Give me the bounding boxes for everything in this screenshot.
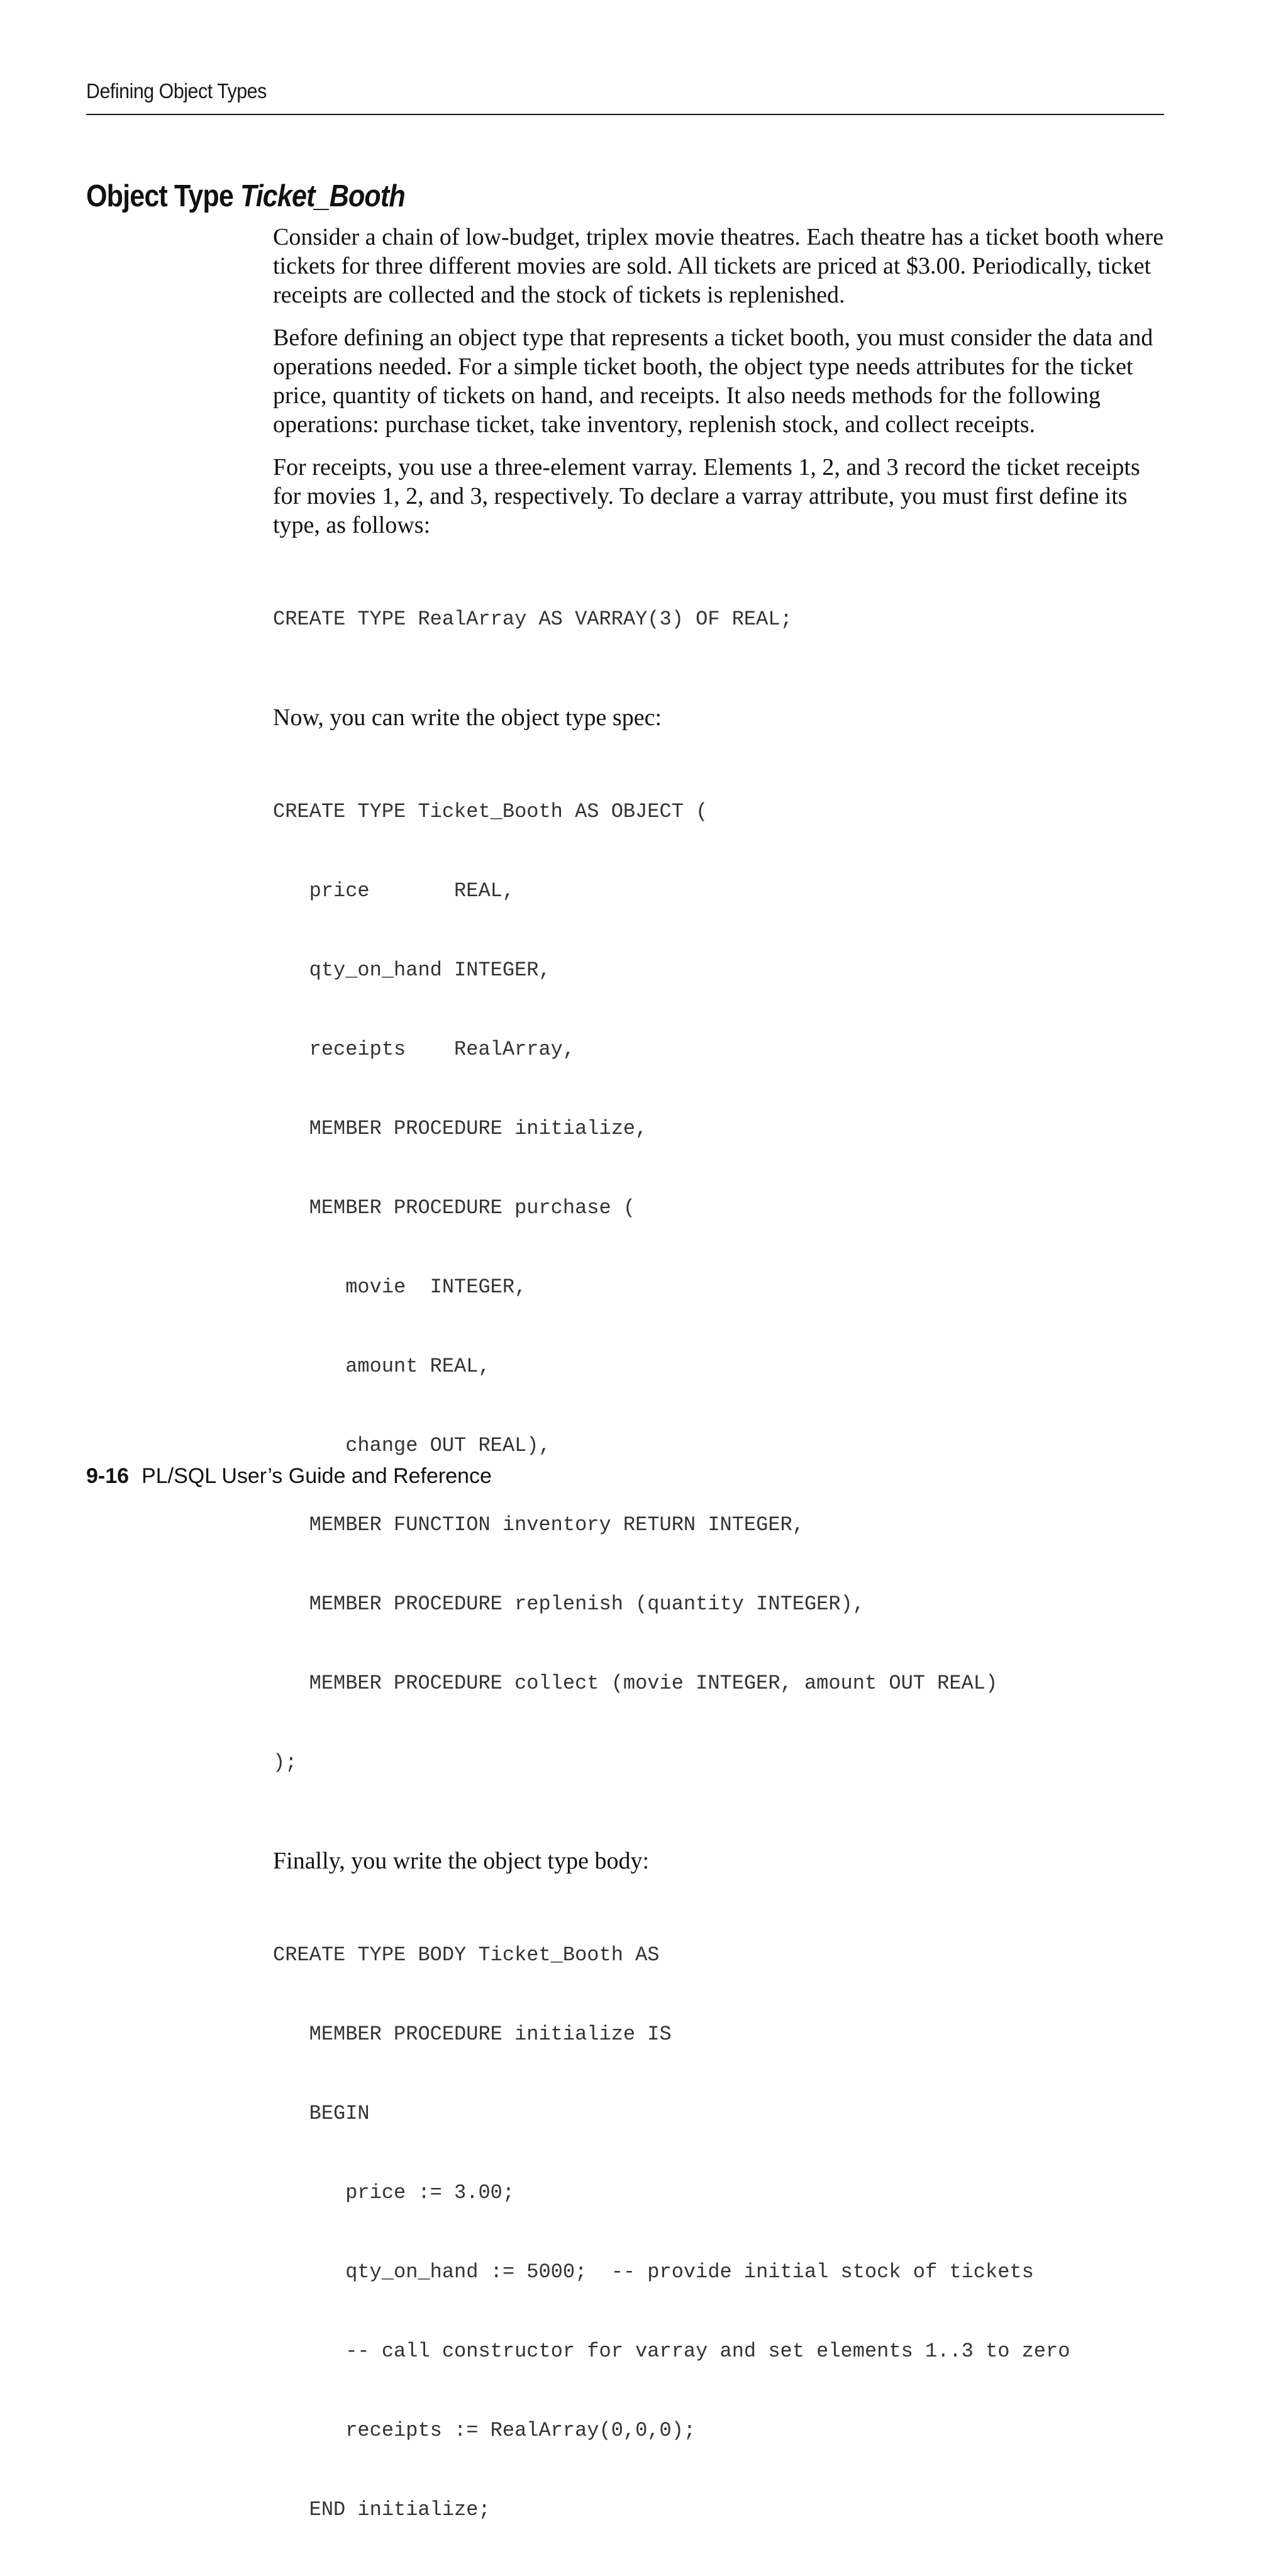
code-line: receipts := RealArray(0,0,0);: [273, 2419, 696, 2442]
code-block-type-body: [273, 1889, 1166, 2576]
code-line: price := 3.00;: [273, 2181, 515, 2204]
code-block-varray: [273, 553, 1166, 686]
code-line: MEMBER PROCEDURE collect (movie INTEGER, amount OUT REAL): [273, 1672, 998, 1695]
code-line: price REAL,: [273, 879, 515, 902]
code-line: receipts RealArray,: [273, 1038, 575, 1061]
header-rule: [86, 114, 1164, 115]
code-line: qty_on_hand INTEGER,: [273, 958, 551, 982]
page-footer: [86, 1464, 492, 1489]
code-line: -- call constructor for varray and set elements 1..3 to zero: [273, 2340, 1070, 2363]
paragraph-body-intro: Finally, you write the object type body:: [273, 1848, 650, 1874]
code-line: MEMBER FUNCTION inventory RETURN INTEGER,: [273, 1513, 804, 1536]
code-line: MEMBER PROCEDURE purchase (: [273, 1196, 636, 1219]
page-number: 9-16: [86, 1464, 130, 1488]
running-header: Defining Object Types: [86, 79, 267, 103]
body-column: [273, 223, 1166, 2576]
section-title-prefix: Object Type: [86, 179, 241, 213]
book-title: PL/SQL User’s Guide and Reference: [142, 1464, 492, 1488]
code-line: MEMBER PROCEDURE replenish (quantity INTEGER),: [273, 1592, 865, 1616]
section-title: [86, 179, 405, 214]
code-line: CREATE TYPE RealArray AS VARRAY(3) OF REAL;: [273, 608, 792, 631]
code-line: CREATE TYPE BODY Ticket_Booth AS: [273, 1943, 660, 1967]
paragraph-receipts: For receipts, you use a three-element varray. Elements 1, 2, and 3 record the ticket receipts for movies 1, 2, and 3, respectively. To declare a varray attribute, you must first define its type, as follows:: [273, 454, 1140, 538]
paragraph-intro: Consider a chain of low-budget, triplex movie theatres. Each theatre has a ticket booth where tickets for three different movies are sold. All tickets are priced at $3.00. Periodically, ticket receipts are collected and the stock of tickets is replenished.: [273, 224, 1164, 308]
code-line: BEGIN: [273, 2102, 370, 2125]
code-line: amount REAL,: [273, 1355, 491, 1378]
section-title-name: Ticket_Booth: [240, 179, 405, 213]
code-line: MEMBER PROCEDURE initialize,: [273, 1117, 648, 1140]
code-line: MEMBER PROCEDURE initialize IS: [273, 2023, 672, 2046]
code-line: END initialize;: [273, 2498, 491, 2521]
code-block-type-spec: [273, 746, 1166, 1829]
code-line: CREATE TYPE Ticket_Booth AS OBJECT (: [273, 800, 708, 823]
code-line: );: [273, 1751, 297, 1774]
code-line: qty_on_hand := 5000; -- provide initial stock of tickets: [273, 2260, 1034, 2284]
paragraph-spec-intro: Now, you can write the object type spec:: [273, 704, 662, 731]
code-line: change OUT REAL),: [273, 1434, 551, 1457]
code-line: movie INTEGER,: [273, 1275, 527, 1299]
paragraph-requirements: Before defining an object type that represents a ticket booth, you must consider the data and operations needed. For a simple ticket booth, the object type needs attributes for the ticket price, quantity of tickets on hand, and receipts. It also needs methods for the following operations: purchase ticket, take inventory, replenish stock, and collect receipts.: [273, 325, 1153, 438]
